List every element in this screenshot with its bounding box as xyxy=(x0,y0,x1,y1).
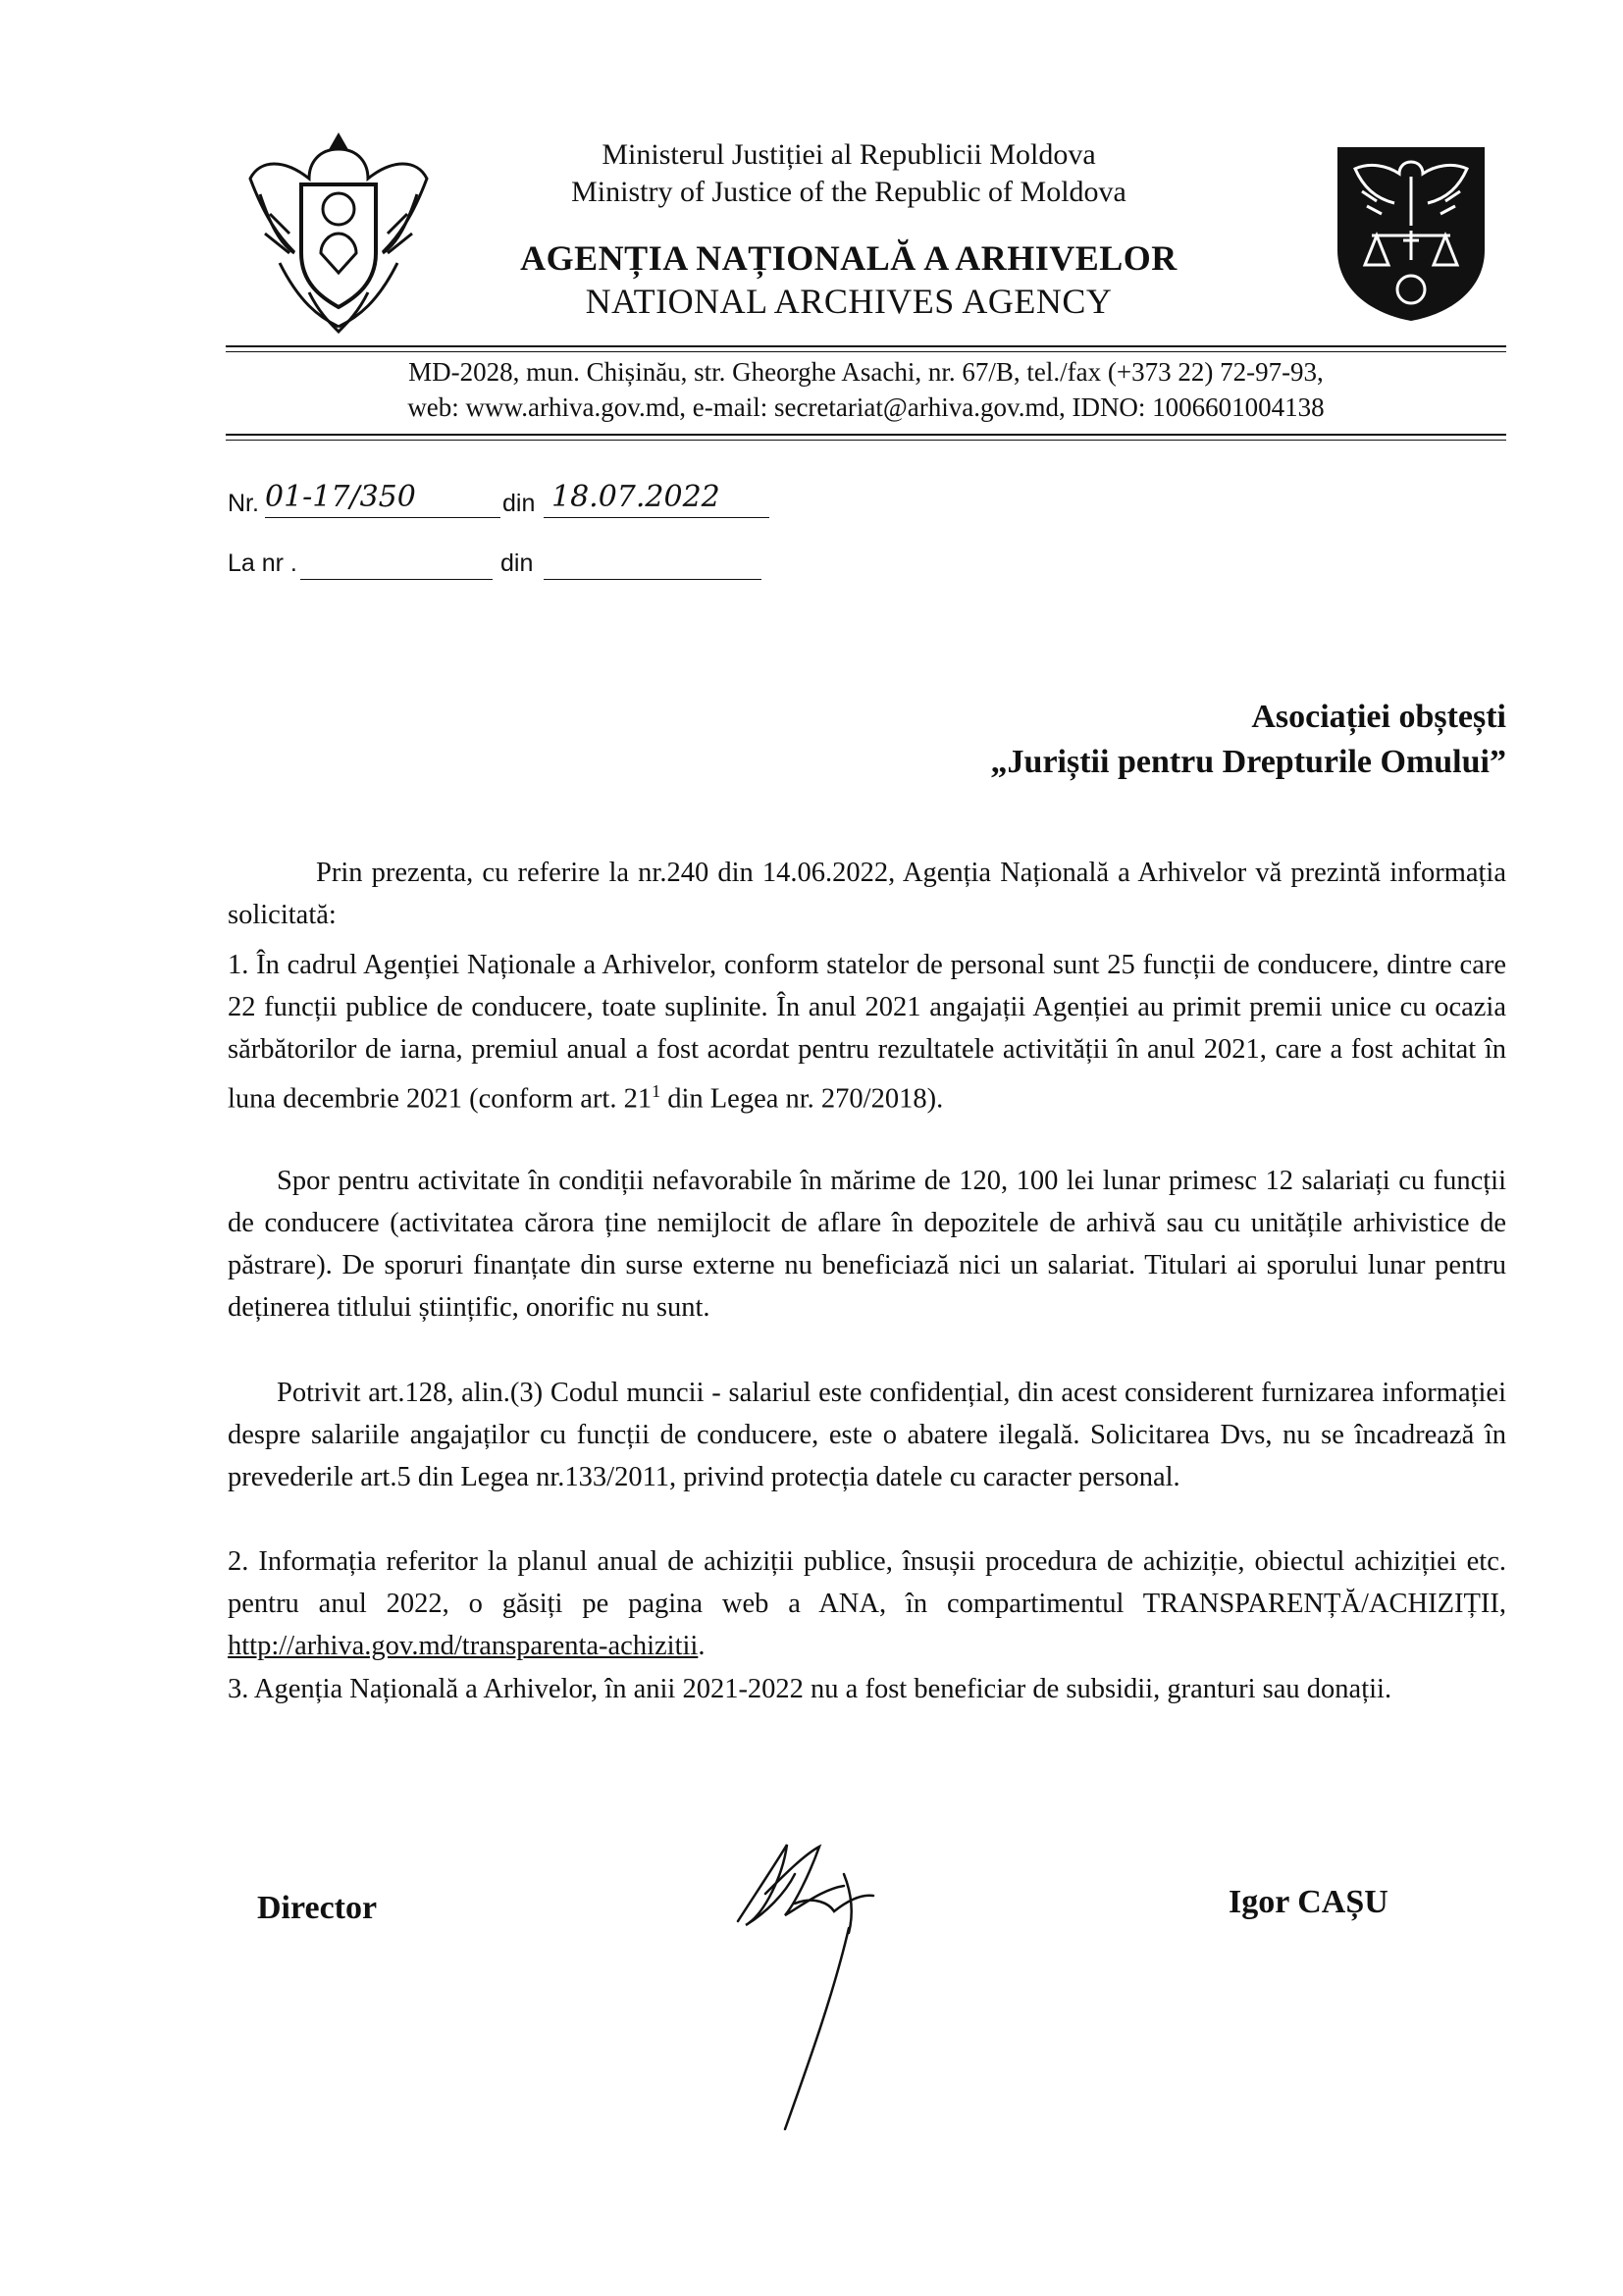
p5-text: 3. Agenția Națională a Arhivelor, în anii 2021-2022 nu a fost beneficiar de subsidii, granturi sau donații. xyxy=(228,1674,1392,1704)
din-label: din xyxy=(502,490,536,517)
din2-underline xyxy=(544,579,761,580)
date-value-handwritten: 18.07.2022 xyxy=(551,480,720,514)
signatory-title: Director xyxy=(257,1890,378,1926)
transparency-link[interactable]: http://arhiva.gov.md/transparenta-achizitii xyxy=(228,1631,699,1661)
p2-text: Spor pentru activitate în condiții nefavorabile în mărime de 120, 100 lei lunar primesc 12 salariați cu funcții de conducere (activitatea cărora ține nemijlocit de aflare în depozitele de arhivă sau cu unitățile arhivistice de păstrare). De sporuri finanțate din surse externe nu beneficiază nici un salariat. Titulari ai sporului lunar pentru deținerea titlului științific, onorific nu sunt. xyxy=(228,1166,1506,1323)
nr-underline xyxy=(265,517,500,518)
nr-value-handwritten: 01-17/350 xyxy=(265,480,416,514)
p1-text-b: din Legea nr. 270/2018). xyxy=(660,1083,944,1115)
reply-to-row xyxy=(228,549,816,589)
intro-paragraph xyxy=(228,852,1506,936)
paragraph-3 xyxy=(228,1372,1506,1498)
la-nr-underline xyxy=(300,579,493,580)
recipient-block xyxy=(687,695,1506,785)
header-divider-bottom xyxy=(226,434,1506,436)
agency-name-ro: AGENȚIA NAȚIONALĂ A ARHIVELOR xyxy=(520,238,1178,278)
p1-text-a: 1. În cadrul Agenției Naționale a Arhivelor, conform statelor de personal sunt 25 funcții de conducere, dintre care 22 funcții publice de conducere, toate suplinite. În anul 2021 angajații Agenției au primit premii unice cu ocazia sărbătorilor de iarna, premiul anual a fost acordat pentru rezultatele activității în anul 2021, care a fost achitat în luna decembrie 2021 (conform art. 21 xyxy=(228,950,1506,1115)
archives-emblem-icon xyxy=(1333,142,1490,324)
p4-text-a: 2. Informația referitor la planul anual de achiziții publice, însușii procedura de achiziție, obiectul achiziției etc. pentru anul 2022, o găsiți pe pagina web a ANA, în compartimentul TRANSPARENȚĂ/ACHIZIȚII, xyxy=(228,1546,1506,1619)
din2-label: din xyxy=(500,549,534,577)
nr-label: Nr. xyxy=(228,490,259,517)
moldova-coat-of-arms-icon xyxy=(240,126,437,337)
signatory-name: Igor CAȘU xyxy=(1229,1884,1388,1920)
p1-superscript: 1 xyxy=(652,1081,661,1101)
la-nr-label: La nr . xyxy=(228,549,297,577)
date-underline xyxy=(544,517,769,518)
recipient-line-1: Asociației obștești xyxy=(1251,699,1506,735)
handwritten-signature-icon xyxy=(726,1835,893,2149)
p4-text-b: . xyxy=(698,1631,706,1661)
paragraph-5 xyxy=(228,1668,1506,1710)
header-divider-top xyxy=(226,345,1506,347)
address-line-2: web: www.arhiva.gov.md, e-mail: secretariat@arhiva.gov.md, IDNO: 1006601004138 xyxy=(407,392,1325,422)
paragraph-2 xyxy=(228,1160,1506,1329)
ministry-name-en: Ministry of Justice of the Republic of Moldova xyxy=(571,176,1126,208)
address-line-1: MD-2028, mun. Chișinău, str. Gheorghe Asachi, nr. 67/B, tel./fax (+373 22) 72-97-93, xyxy=(408,357,1324,387)
header-divider-bottom-thin xyxy=(226,440,1506,441)
paragraph-1 xyxy=(228,944,1506,1121)
paragraph-4 xyxy=(228,1540,1506,1667)
p3-text: Potrivit art.128, alin.(3) Codul muncii - salariul este confidențial, din acest considerent furnizarea informației despre salariile angajaților cu funcții de conducere, este o abatere ilegală. Solicitarea Dvs, nu se încadrează în prevederile art.5 din Legea nr.133/2011, privind protecția datele cu caracter personal. xyxy=(228,1378,1506,1492)
registry-number-row xyxy=(228,480,816,525)
agency-name-en: NATIONAL ARCHIVES AGENCY xyxy=(585,282,1113,321)
ministry-name-ro: Ministerul Justiției al Republicii Moldova xyxy=(602,138,1096,171)
recipient-line-2: „Juriștii pentru Drepturile Omului” xyxy=(990,744,1506,780)
intro-text: Prin prezenta, cu referire la nr.240 din 14.06.2022, Agenția Națională a Arhivelor vă prezintă informația solicitată: xyxy=(228,858,1506,930)
header-divider-top-thin xyxy=(226,351,1506,352)
